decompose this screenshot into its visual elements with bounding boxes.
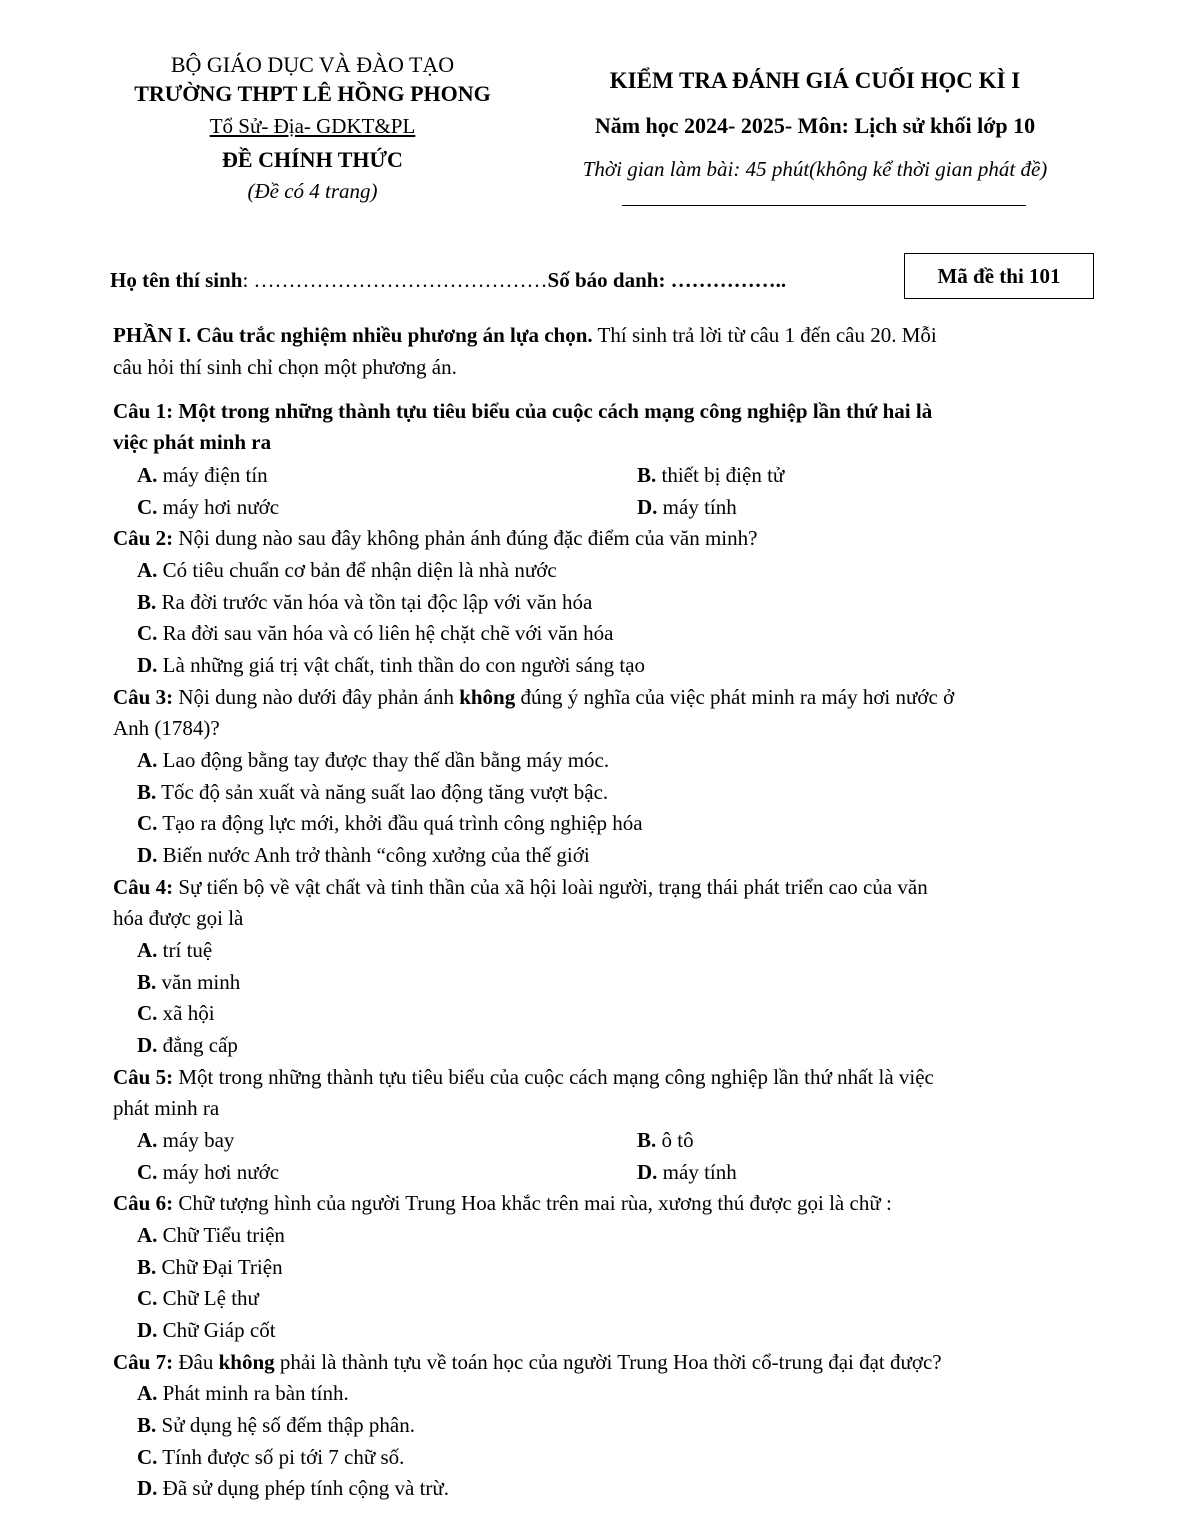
- question-label: Câu 5:: [113, 1065, 174, 1089]
- question-text: Sự tiến bộ về vật chất và tinh thần của xã hội loài người, trạng thái phát triển cao của văn: [173, 875, 928, 899]
- question-1-line1: [113, 399, 932, 424]
- exam-title: KIỂM TRA ĐÁNH GIÁ CUỐI HỌC KÌ I: [609, 68, 1021, 93]
- question-1-line2: việc phát minh ra: [113, 430, 272, 454]
- option-7c: C. Tính được số pi tới 7 chữ số.: [137, 1445, 405, 1469]
- question-label: Câu 2:: [113, 526, 174, 550]
- question-text: Chữ tượng hình của người Trung Hoa khắc trên mai rùa, xương thú được gọi là chữ :: [173, 1191, 892, 1215]
- option-3b: B. Tốc độ sản xuất và năng suất lao động tăng vượt bậc.: [137, 780, 609, 804]
- header-right: [540, 60, 1090, 188]
- question-label: Câu 3:: [113, 685, 174, 709]
- part1-line2: câu hỏi thí sinh chỉ chọn một phương án.: [113, 355, 457, 379]
- candidate-line: [110, 268, 786, 293]
- department-name: Tổ Sử- Địa- GDKT&PL: [209, 114, 416, 138]
- question-label: Câu 1:: [113, 399, 174, 423]
- option-5c: C. máy hơi nước: [137, 1160, 280, 1184]
- subject-line: Năm học 2024- 2025- Môn: Lịch sử khối lớp 10: [594, 113, 1036, 138]
- exam-code-box: [904, 253, 1094, 299]
- id-label: Số báo danh: ……………..: [547, 268, 787, 292]
- option-5d: D. máy tính: [637, 1160, 737, 1184]
- exam-code: Mã đề thi 101: [937, 263, 1061, 288]
- option-6c: C. Chữ Lệ thư: [137, 1286, 259, 1310]
- question-text: Nội dung nào sau đây không phản ánh đúng đặc điểm của văn minh?: [173, 526, 758, 550]
- pages-note: (Đề có 4 trang): [247, 179, 378, 203]
- question-3-line2: Anh (1784)?: [113, 716, 220, 740]
- official-label: ĐỀ CHÍNH THỨC: [222, 147, 403, 172]
- option-7b: B. Sử dụng hệ số đếm thập phân.: [137, 1413, 415, 1437]
- question-text: Một trong những thành tựu tiêu biểu của cuộc cách mạng công nghiệp lần thứ nhất là việc: [173, 1065, 934, 1089]
- name-field: : ……………………………………: [242, 268, 548, 292]
- option-6b: B. Chữ Đại Triện: [137, 1255, 283, 1279]
- option-1a: A. máy điện tín: [137, 463, 268, 487]
- question-7-line1: Câu 7: Đâu không phải là thành tựu về toán học của người Trung Hoa thời cổ-trung đại đạt được?: [113, 1350, 942, 1374]
- part1-title: PHẦN I. Câu trắc nghiệm nhiều phương án lựa chọn.: [113, 323, 593, 347]
- name-label: Họ tên thí sinh: [110, 268, 243, 292]
- option-3c: C. Tạo ra động lực mới, khởi đầu quá trình công nghiệp hóa: [137, 811, 643, 835]
- time-note: Thời gian làm bài: 45 phút(không kể thời gian phát đề): [582, 157, 1048, 181]
- option-1d: D. máy tính: [637, 495, 737, 519]
- option-5a: A. máy bay: [137, 1128, 235, 1152]
- option-4b: B. văn minh: [137, 970, 241, 994]
- header-rule: [622, 205, 1026, 206]
- question-2-line1: [113, 526, 757, 551]
- header-left: [110, 50, 515, 207]
- option-7d: D. Đã sử dụng phép tính cộng và trừ.: [137, 1476, 450, 1500]
- option-2c: C. Ra đời sau văn hóa và có liên hệ chặt chẽ với văn hóa: [137, 621, 614, 645]
- option-2d: D. Là những giá trị vật chất, tinh thần do con người sáng tạo: [137, 653, 646, 677]
- option-1b: B. thiết bị điện tử: [637, 463, 785, 487]
- ministry-name: BỘ GIÁO DỤC VÀ ĐÀO TẠO: [170, 52, 455, 77]
- option-2b: B. Ra đời trước văn hóa và tồn tại độc lập với văn hóa: [137, 590, 593, 614]
- question-3-line1: Câu 3: Nội dung nào dưới đây phản ánh không đúng ý nghĩa của việc phát minh ra máy hơi nước ở: [113, 685, 955, 709]
- option-7a: A. Phát minh ra bàn tính.: [137, 1381, 349, 1405]
- option-4d: D. đẳng cấp: [137, 1033, 238, 1057]
- question-label: Câu 4:: [113, 875, 174, 899]
- question-5-line1: [113, 1065, 934, 1090]
- option-2a: A. Có tiêu chuẩn cơ bản để nhận diện là nhà nước: [137, 558, 557, 582]
- option-5b: B. ô tô: [637, 1128, 694, 1152]
- part1-instr1: Thí sinh trả lời từ câu 1 đến câu 20. Mỗi: [592, 323, 937, 347]
- option-4c: C. xã hội: [137, 1001, 215, 1025]
- part1-line1: [113, 323, 937, 348]
- question-5-line2: phát minh ra: [113, 1096, 220, 1120]
- school-name: TRƯỜNG THPT LÊ HỒNG PHONG: [134, 81, 491, 106]
- question-4-line1: [113, 875, 928, 900]
- question-4-line2: hóa được gọi là: [113, 906, 244, 930]
- question-6-line1: [113, 1191, 892, 1216]
- question-label: Câu 6:: [113, 1191, 174, 1215]
- option-3a: A. Lao động bằng tay được thay thế dần bằng máy móc.: [137, 748, 610, 772]
- option-3d: D. Biến nước Anh trở thành “công xưởng của thế giới: [137, 843, 590, 867]
- option-6d: D. Chữ Giáp cốt: [137, 1318, 276, 1342]
- option-6a: A. Chữ Tiểu triện: [137, 1223, 285, 1247]
- question-label: Câu 7:: [113, 1350, 174, 1374]
- option-4a: A. trí tuệ: [137, 938, 213, 962]
- option-1c: C. máy hơi nước: [137, 495, 280, 519]
- question-text: Một trong những thành tựu tiêu biểu của cuộc cách mạng công nghiệp lần thứ hai là: [173, 399, 933, 423]
